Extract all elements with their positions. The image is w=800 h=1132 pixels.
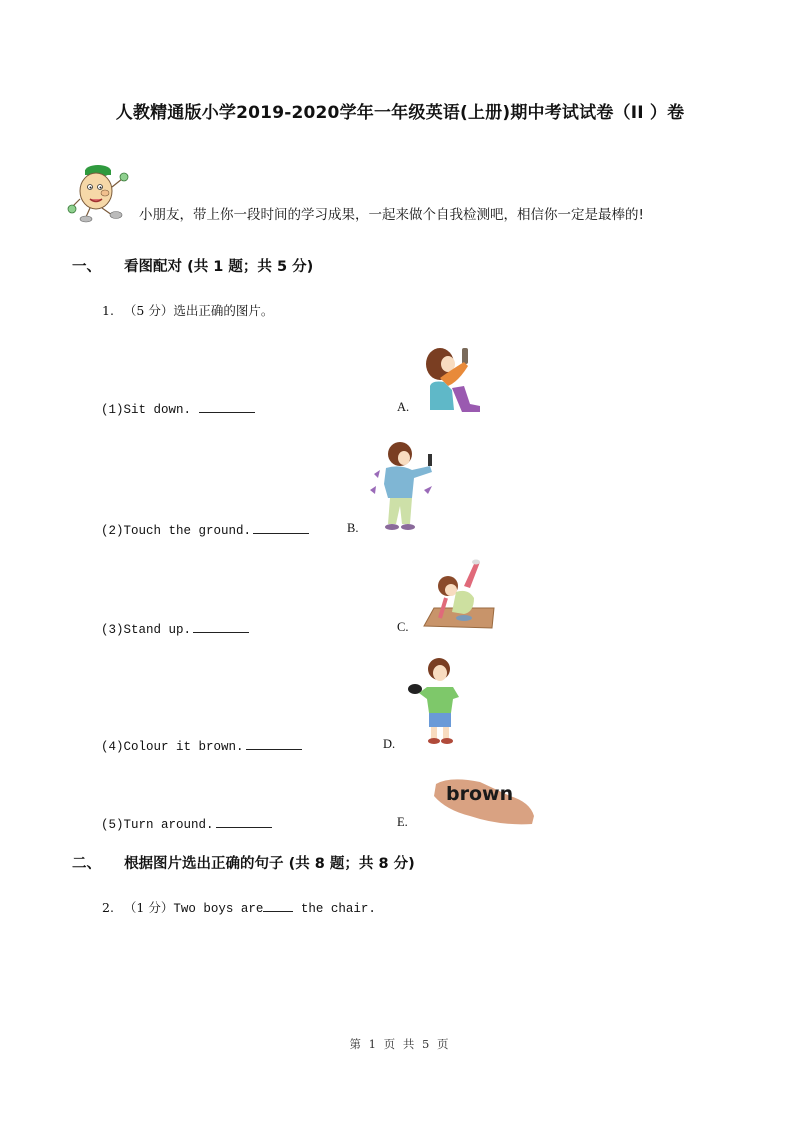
question-2-prompt-before: Two boys are bbox=[173, 902, 264, 916]
answer-blank-2[interactable] bbox=[253, 521, 309, 534]
girl-sitting-image bbox=[418, 342, 490, 414]
question-1 bbox=[102, 301, 273, 319]
section-1-title: 看图配对 (共 1 题；共 5 分) bbox=[124, 259, 314, 275]
option-d-letter: D. bbox=[383, 737, 396, 751]
question-1-prompt: 选出正确的图片。 bbox=[173, 303, 274, 318]
answer-blank-5[interactable] bbox=[216, 815, 272, 828]
cartoon-mascot-icon bbox=[66, 163, 132, 223]
section-2-number: 二、 bbox=[72, 856, 101, 872]
match-item-3-label: (3)Stand up. bbox=[101, 623, 192, 637]
option-a-letter: A. bbox=[397, 400, 410, 414]
match-item-5-label: (5)Turn around. bbox=[101, 818, 214, 832]
answer-blank-4[interactable] bbox=[246, 737, 302, 750]
section-2-heading bbox=[72, 852, 415, 873]
match-item-2-label: (2)Touch the ground. bbox=[101, 524, 252, 538]
intro-text: 小朋友，带上你一段时间的学习成果，一起来做个自我检测吧，相信你一定是最棒的! bbox=[139, 207, 644, 223]
section-1-heading bbox=[72, 255, 313, 276]
match-item-4 bbox=[101, 737, 302, 754]
answer-blank-3[interactable] bbox=[193, 620, 249, 633]
match-item-1-label: (1)Sit down. bbox=[101, 403, 192, 417]
brown-paint-label: brown bbox=[446, 783, 514, 805]
match-item-1 bbox=[101, 400, 255, 417]
match-item-3 bbox=[101, 620, 249, 637]
question-1-score: （5 分） bbox=[123, 303, 174, 318]
question-2-prompt-after: the chair. bbox=[293, 902, 376, 916]
boy-turning-image bbox=[366, 440, 438, 532]
boy-standing-image bbox=[405, 655, 467, 747]
page-footer: 第 1 页 共 5 页 bbox=[349, 1037, 451, 1051]
match-item-5 bbox=[101, 815, 272, 832]
option-c-letter: C. bbox=[397, 620, 409, 634]
document-title: 人教精通版小学2019-2020学年一年级英语(上册)期中考试试卷（II ）卷 bbox=[115, 103, 685, 123]
match-item-2 bbox=[101, 521, 309, 538]
option-e-letter: E. bbox=[397, 815, 408, 829]
question-2 bbox=[102, 898, 376, 916]
brown-paint-image bbox=[420, 772, 540, 828]
answer-blank-1[interactable] bbox=[199, 400, 255, 413]
answer-blank-q2[interactable] bbox=[263, 899, 293, 912]
question-2-score: （1 分） bbox=[123, 900, 174, 915]
section-1-number: 一、 bbox=[72, 259, 101, 275]
section-2-title: 根据图片选出正确的句子 (共 8 题；共 8 分) bbox=[124, 856, 415, 872]
question-1-number: 1. bbox=[102, 303, 114, 318]
option-b-letter: B. bbox=[347, 521, 359, 535]
girl-touching-ground-image bbox=[418, 558, 496, 632]
match-item-4-label: (4)Colour it brown. bbox=[101, 740, 244, 754]
question-2-number: 2. bbox=[102, 900, 114, 915]
